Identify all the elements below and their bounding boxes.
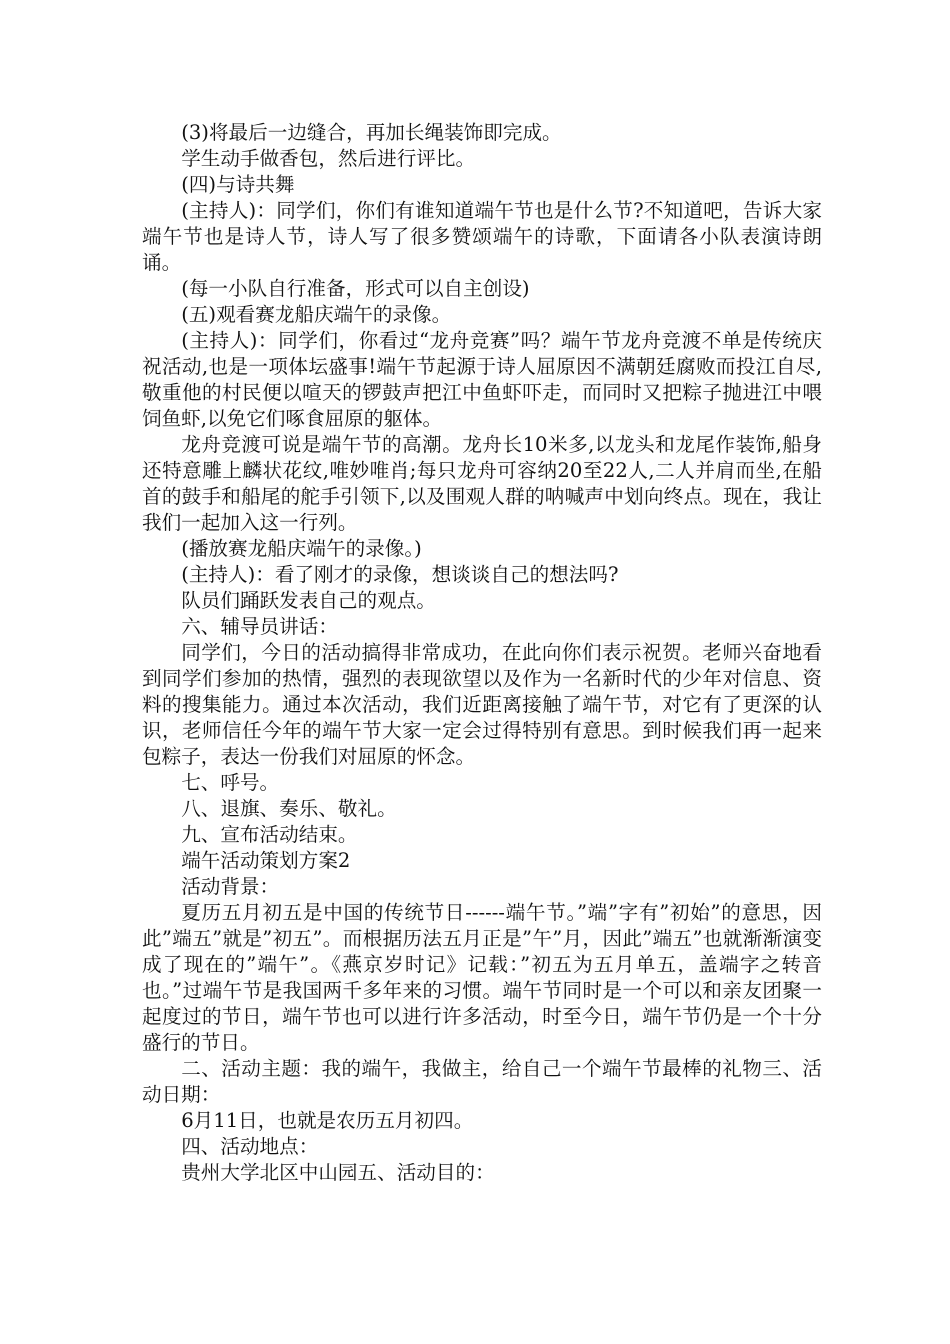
section-heading: 二、活动主题：我的端午，我做主，给自己一个端午节最棒的礼物三、活动日期： [142,1057,822,1106]
section-heading: 活动背景： [181,875,280,898]
paragraph: 队员们踊跃发表自己的观点。 [181,589,436,612]
paragraph: 6月11日，也就是农历五月初四。 [181,1109,474,1132]
paragraph: (3)将最后一边缝合，再加长绳装饰即完成。 [181,121,562,144]
paragraph: (主持人)：同学们，你看过“龙舟竞赛”吗？端午节龙舟竞渡不单是传统庆祝活动,也是一项体坛盛事!端午节起源于诗人屈原因不满朝廷腐败而投江自尽,敬重他的村民便以喧天的锣鼓声把江中鱼虾吓走，而同时又把粽子抛进江中喂饲鱼虾,以免它们啄食屈原的躯体。 [142,329,822,430]
section-heading: 四、活动地点： [181,1135,319,1158]
paragraph: 同学们，今日的活动搞得非常成功，在此向你们表示祝贺。老师兴奋地看到同学们参加的热情，强烈的表现欲望以及作为一名新时代的少年对信息、资料的搜集能力。通过本次活动，我们近距离接触了端午节，对它有了更深的认识，老师信任今年的端午节大家一定会过得特别有意思。到时候我们再一起来包粽子，表达一份我们对屈原的怀念。 [142,641,822,768]
paragraph: (主持人)：看了刚才的录像，想谈谈自己的想法吗? [181,563,619,586]
document-title: 端午活动策划方案2 [181,849,351,872]
section-heading: 九、宣布活动结束。 [181,823,358,846]
paragraph: (主持人)：同学们，你们有谁知道端午节也是什么节?不知道吧，告诉大家端午节也是诗人节，诗人写了很多赞颂端午的诗歌，下面请各小队表演诗朗诵。 [142,199,822,274]
paragraph: (每一小队自行准备，形式可以自主创设) [181,277,530,300]
paragraph: 龙舟竞渡可说是端午节的高潮。龙舟长10米多,以龙头和龙尾作装饰,船身还特意雕上麟状花纹,唯妙唯肖;每只龙舟可容纳20至22人,二人并肩而坐,在船首的鼓手和船尾的舵手引领下,以及围观人群的呐喊声中划向终点。现在，我让我们一起加入这一行列。 [142,433,822,534]
paragraph: (四)与诗共舞 [181,173,295,196]
paragraph: (播放赛龙船庆端午的录像。) [181,537,422,560]
document-body [142,120,822,1186]
section-heading: 七、呼号。 [181,771,280,794]
section-heading: 八、退旗、奏乐、敬礼。 [181,797,397,820]
paragraph: (五)观看赛龙船庆端午的录像。 [181,303,452,326]
paragraph: 学生动手做香包，然后进行评比。 [181,147,476,170]
paragraph: 贵州大学北区中山园五、活动目的： [181,1161,495,1184]
section-heading: 六、辅导员讲话： [181,615,338,638]
paragraph: 夏历五月初五是中国的传统节日------端午节。”端”字有”初始”的意思，因此”端五”就是”初五”。而根据历法五月正是”午”月，因此”端五”也就渐渐演变成了现在的”端午”。《燕京岁时记》记载：”初五为五月单五，盖端字之转音也。”过端午节是我国两千多年来的习惯。端午节同时是一个可以和亲友团聚一起度过的节日，端午节也可以进行许多活动，时至今日，端午节仍是一个十分盛行的节日。 [142,901,822,1054]
